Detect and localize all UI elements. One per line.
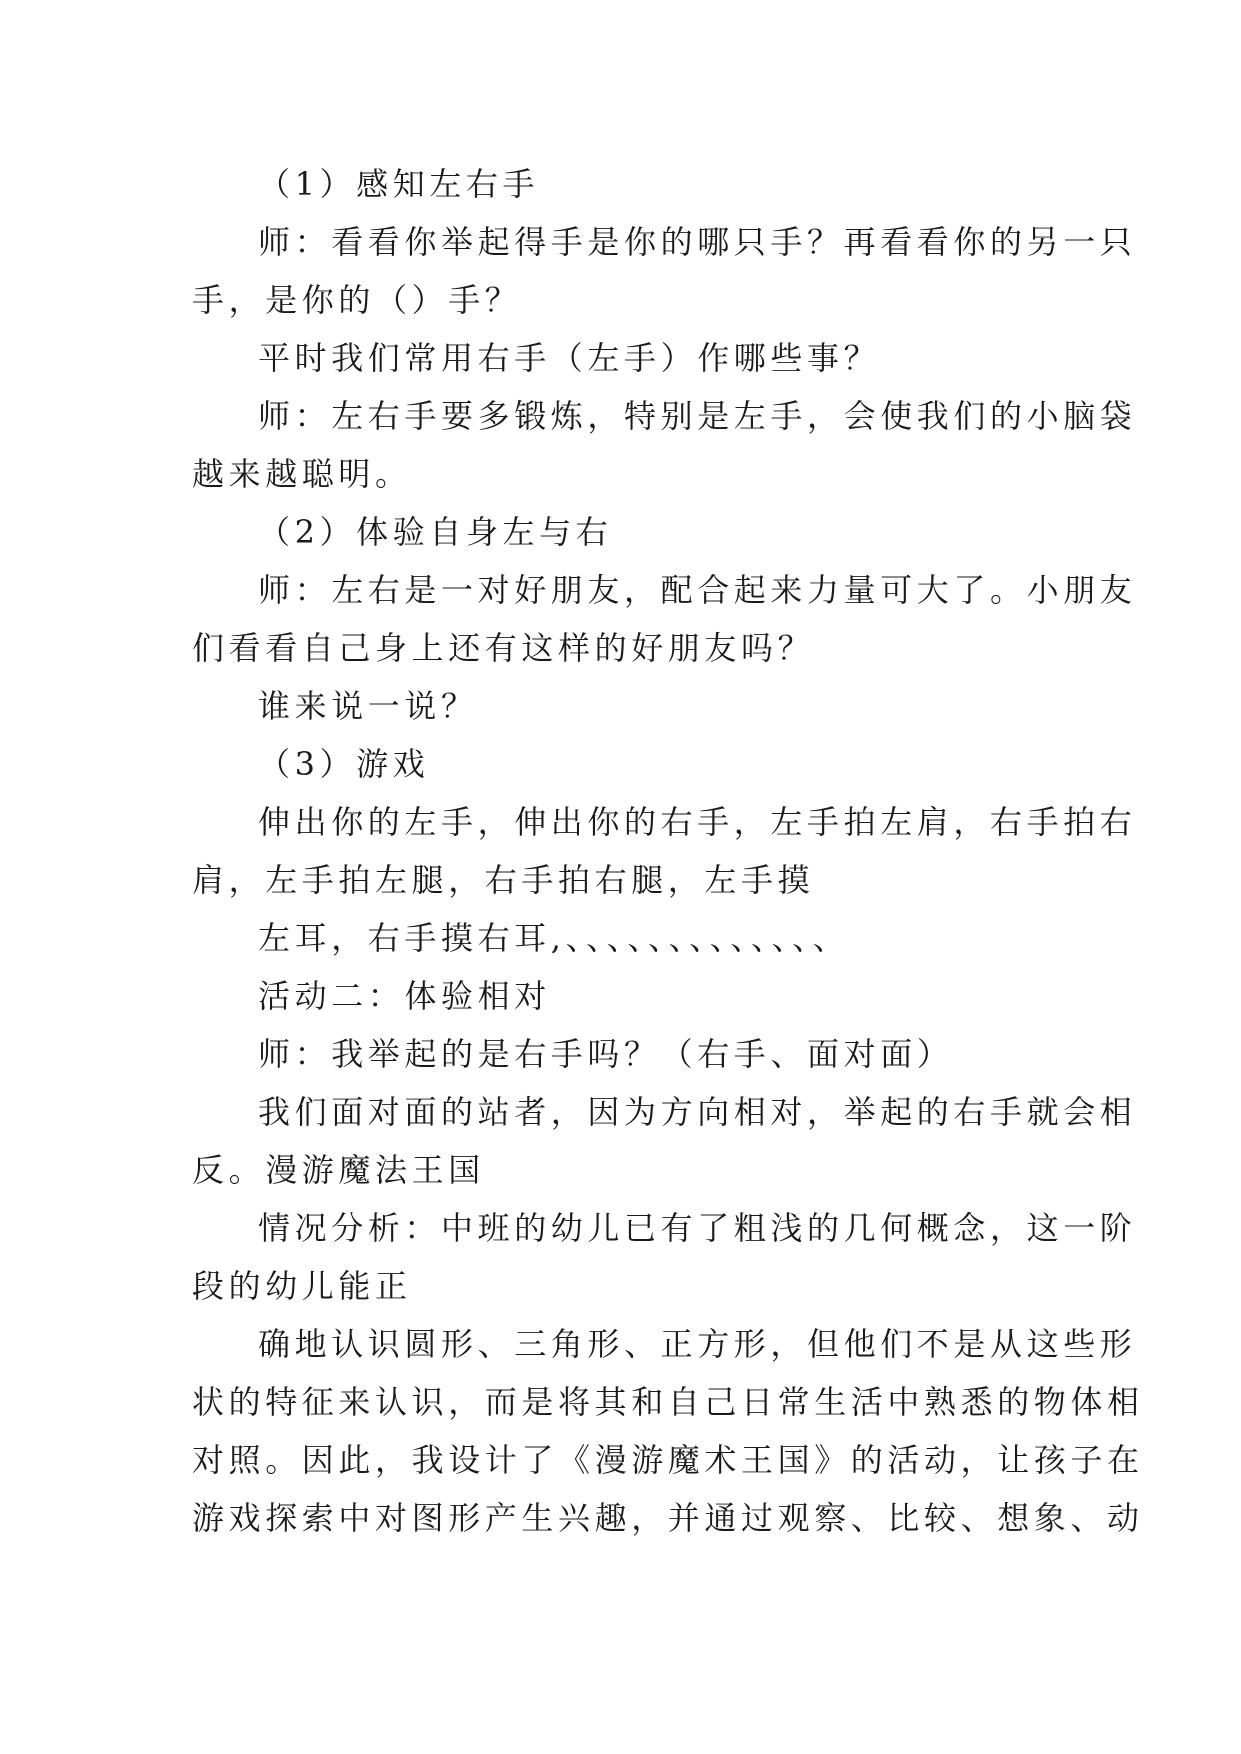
section-heading: （2）体验自身左与右: [258, 513, 613, 551]
section-heading: （3）游戏: [258, 745, 430, 783]
paragraph-line: 平时我们常用右手（左手）作哪些事？: [258, 339, 881, 377]
paragraph-line: 肩，左手拍左腿，右手拍右腿，左手摸: [192, 861, 815, 899]
paragraph-line: 手，是你的（）手？: [192, 281, 522, 319]
paragraph-line: 师：左右是一对好朋友，配合起来力量可大了。小朋友: [258, 571, 1137, 609]
paragraph-line: 伸出你的左手，伸出你的右手，左手拍左肩，右手拍右: [258, 803, 1137, 841]
paragraph-line: 师：左右手要多锻炼，特别是左手，会使我们的小脑袋: [258, 397, 1137, 435]
paragraph-line: 越来越聪明。: [192, 455, 412, 493]
paragraph-line: 们看看自己身上还有这样的好朋友吗？: [192, 629, 815, 667]
paragraph-line: 我们面对面的站者，因为方向相对，举起的右手就会相: [258, 1093, 1137, 1131]
paragraph-line: 情况分析：中班的幼儿已有了粗浅的几何概念，这一阶: [258, 1209, 1137, 1247]
paragraph-line: 确地认识圆形、三角形、正方形，但他们不是从这些形: [258, 1325, 1137, 1363]
paragraph-line: 师：看看你举起得手是你的哪只手？再看看你的另一只: [258, 223, 1137, 261]
paragraph-line: 段的幼儿能正: [192, 1267, 412, 1305]
paragraph-line: 状的特征来认识，而是将其和自己日常生活中熟悉的物体相: [192, 1383, 1144, 1421]
section-heading: （1）感知左右手: [258, 165, 540, 203]
paragraph-line: 左耳，右手摸右耳,、、、、、、、、、、、、、: [258, 919, 850, 957]
paragraph-line: 谁来说一说？: [258, 687, 478, 725]
paragraph-line: 师：我举起的是右手吗？（右手、面对面）: [258, 1035, 954, 1073]
paragraph-line: 对照。因此，我设计了《漫游魔术王国》的活动，让孩子在: [192, 1441, 1144, 1479]
paragraph-line: 游戏探索中对图形产生兴趣，并通过观察、比较、想象、动: [192, 1499, 1144, 1537]
paragraph-line: 反。漫游魔法王国: [192, 1151, 485, 1189]
section-heading: 活动二：体验相对: [258, 977, 551, 1015]
